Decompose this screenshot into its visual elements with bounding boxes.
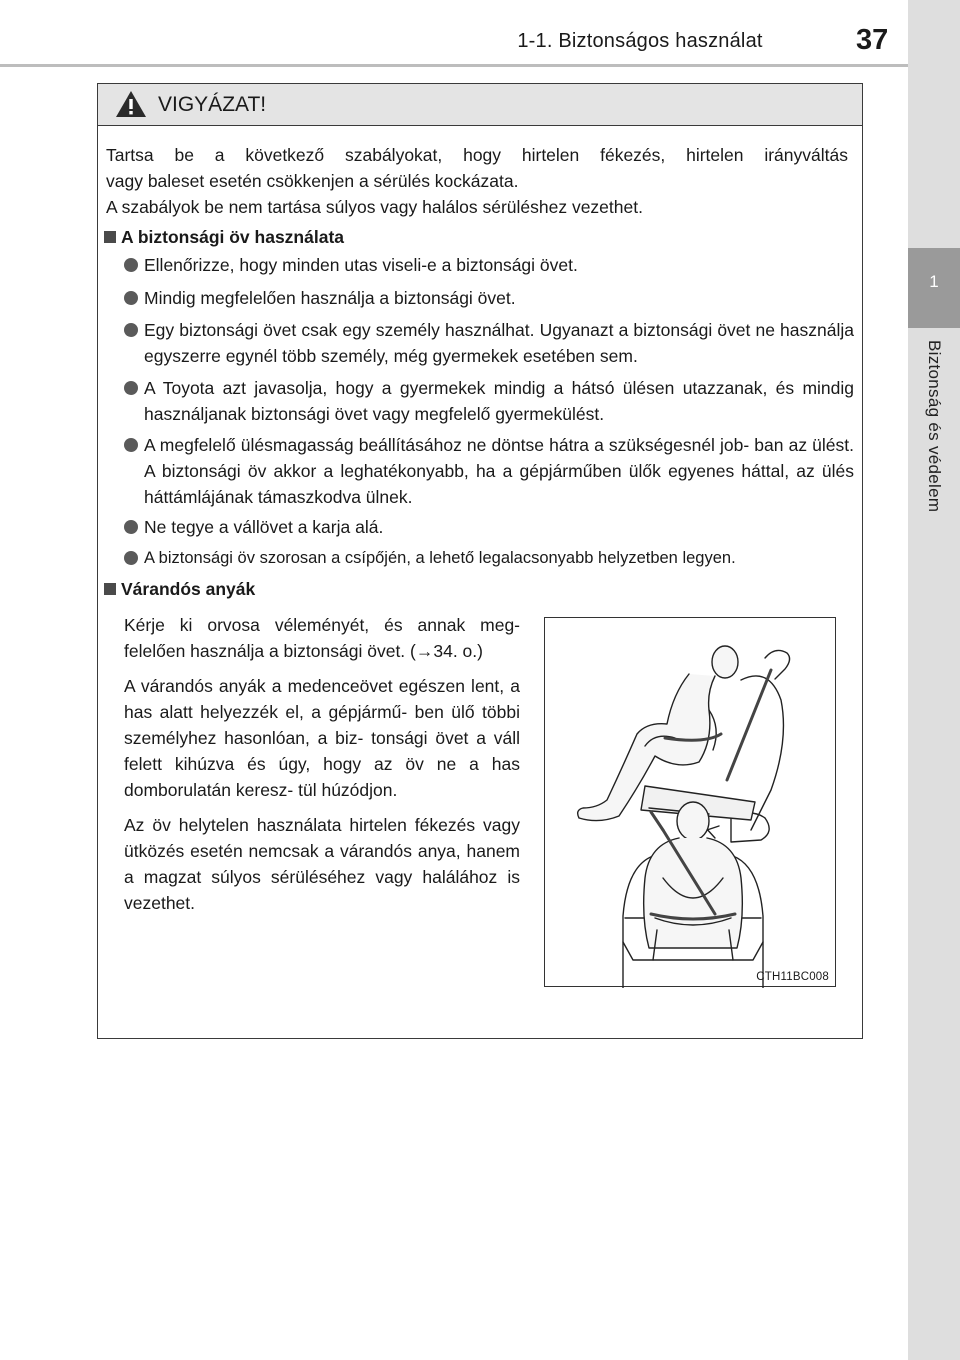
pregnant-seatbelt-illustration [545, 618, 837, 988]
list-item [124, 285, 854, 311]
round-bullet-icon [124, 520, 138, 534]
round-bullet-icon [124, 258, 138, 272]
figure-code: CTH11BC008 [756, 971, 829, 983]
pregnancy-text [124, 612, 520, 925]
list-item [124, 317, 854, 369]
list-item-text: Mindig megfelelően használja a biztonsági övet. [144, 288, 516, 308]
round-bullet-icon [124, 551, 138, 565]
square-bullet-icon [104, 583, 116, 595]
round-bullet-icon [124, 438, 138, 452]
seatbelt-illustration [544, 617, 836, 987]
section-title: 1-1. Biztonságos használat [517, 30, 763, 52]
list-item-text: A megfelelő ülésmagasság beállításához ne döntse hátra a szükségesnél job- ban az ülést. A biztonsági öv akkor a leghatékonyabb, ha a gépjárműben ülők egyenes háttal, az ülés háttámlájának támaszkodva ülnek. [144, 435, 854, 507]
list-item-text: Egy biztonsági övet csak egy személy használhat. Ugyanazt a biztonsági övet ne használja egyszerre egynél több személy, még gyermekek esetében sem. [144, 320, 854, 366]
chapter-title: Biztonság és védelem [925, 340, 944, 513]
warning-intro [106, 142, 848, 220]
intro-line: Tartsa be a következő szabályokat, hogy hirtelen fékezés, hirtelen irányváltás [106, 145, 848, 165]
intro-line: A szabályok be nem tartása súlyos vagy halálos sérüléshez vezethet. [106, 197, 643, 217]
list-item [124, 545, 854, 571]
list-item [124, 432, 854, 510]
list-item [124, 375, 854, 427]
square-bullet-icon [104, 231, 116, 243]
section-heading-text: Várandós anyák [121, 579, 256, 599]
section-heading-pregnant [104, 576, 255, 602]
header-rule [0, 64, 908, 67]
warning-header [98, 84, 862, 126]
list-item-text: Ne tegye a vállövet a karja alá. [144, 517, 384, 537]
list-item-text: A Toyota azt javasolja, hogy a gyermekek mindig a hátsó ülésen utazzanak, és mindig használjanak biztonsági övet vagy megfelelő gyermekülést. [144, 378, 854, 424]
warning-triangle-icon [114, 89, 148, 119]
warning-title: VIGYÁZAT! [158, 93, 267, 116]
round-bullet-icon [124, 291, 138, 305]
list-item [124, 514, 854, 540]
paragraph: Kérje ki orvosa véleményét, és annak meg- felelően használja a biztonsági övet. (→34. o.) [124, 615, 520, 661]
round-bullet-icon [124, 323, 138, 337]
page-number: 37 [856, 24, 889, 56]
round-bullet-icon [124, 381, 138, 395]
side-tab [908, 0, 960, 1360]
paragraph: Az öv helytelen használata hirtelen fékezés vagy ütközés esetén nemcsak a várandós anya, hanem a magzat súlyos sérüléséhez vagy halálához is vezethet. [124, 815, 520, 913]
list-item [124, 252, 854, 278]
section-heading-seatbelt [104, 224, 344, 250]
list-item-text: A biztonsági öv szorosan a csípőjén, a lehető legalacsonyabb helyzetben legyen. [144, 549, 736, 567]
paragraph: A várandós anyák a medenceövet egészen lent, a has alatt helyezzék el, a gépjármű- ben ülő többi személyhez hasonlóan, a biz- tonsági övet a váll felett kihúzva és úgy, hogy az öv ne a has domborulatán keresz- tül húzódjon. [124, 676, 520, 800]
intro-line: vagy baleset esetén csökkenjen a sérülés kockázata. [106, 171, 519, 191]
chapter-number-tab: 1 [908, 248, 960, 328]
section-heading-text: A biztonsági öv használata [121, 227, 345, 247]
list-item-text: Ellenőrizze, hogy minden utas viseli-e a biztonsági övet. [144, 255, 578, 275]
